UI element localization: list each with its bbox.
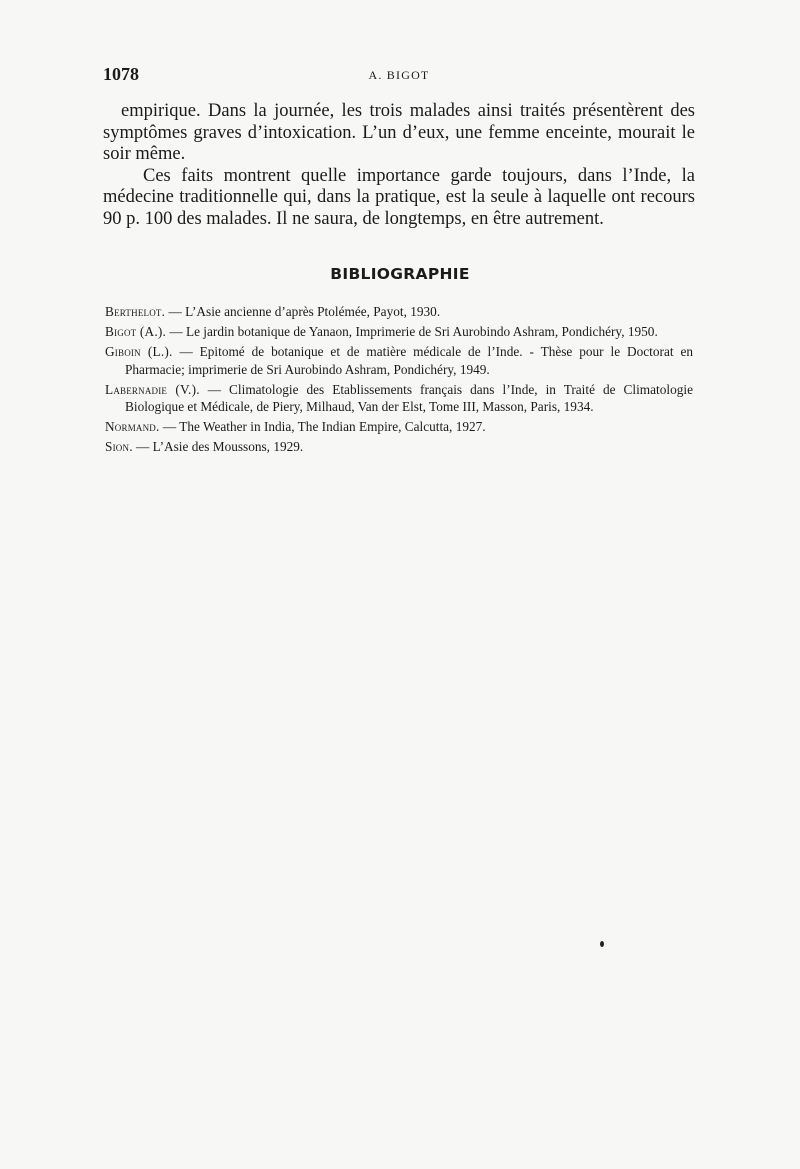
body-text <box>103 101 695 230</box>
page-number: 1078 <box>103 64 139 84</box>
page-header <box>103 64 695 88</box>
bibliography-entry <box>105 303 693 320</box>
running-head: A. BIGOT <box>368 68 430 82</box>
paragraph: empirique. Dans la journée, les trois malades ainsi traités présentèrent des symptômes graves d’intoxication. L’un d’eux, une femme enceinte, mourait le soir même. <box>103 101 695 164</box>
entry-author: Berthelot. <box>105 304 166 319</box>
paragraph: Ces faits montrent quelle importance garde toujours, dans l’Inde, la médecine traditionnelle qui, dans la pratique, est la seule à laquelle ont recours 90 p. 100 des malades. Il ne saura, de longtemps, en être autrement. <box>103 165 695 229</box>
entry-text: — Climatologie des Etablissements français dans l’Inde, in Traité de Climatologie Biologique et Médicale, de Piery, Milhaud, Van der Elst, Tome III, Masson, Paris, 1934. <box>125 381 693 415</box>
entry-author: Sion. <box>105 439 133 455</box>
entry-author: Labernadie (V.). <box>105 381 200 397</box>
bibliography-list <box>105 303 693 459</box>
bibliography-entry <box>105 438 693 455</box>
entry-author: Giboin (L.). <box>105 344 173 360</box>
bibliography-entry <box>105 323 693 340</box>
bibliography-entry <box>105 343 693 377</box>
ink-speck <box>600 941 604 947</box>
bibliography-entry <box>105 381 693 415</box>
entry-text: — L’Asie des Moussons, 1929. <box>132 439 304 455</box>
entry-text: — The Weather in India, The Indian Empire, Calcutta, 1927. <box>159 419 486 435</box>
entry-text: — L’Asie ancienne d’après Ptolémée, Payot, 1930. <box>165 304 441 319</box>
entry-text: — Epitomé de botanique et de matière médicale de l’Inde. - Thèse pour le Doctorat en Pharmacie; imprimerie de Sri Aurobindo Ashram, Pondichéry, 1949. <box>125 344 694 377</box>
bibliography-entry <box>105 418 693 435</box>
entry-author: Bigot (A.). <box>105 324 166 340</box>
entry-text: — Le jardin botanique de Yanaon, Imprimerie de Sri Aurobindo Ashram, Pondichéry, 1950. <box>166 324 658 340</box>
bibliography-title: BIBLIOGRAPHIE <box>330 265 470 283</box>
entry-author: Normand. <box>105 419 160 435</box>
